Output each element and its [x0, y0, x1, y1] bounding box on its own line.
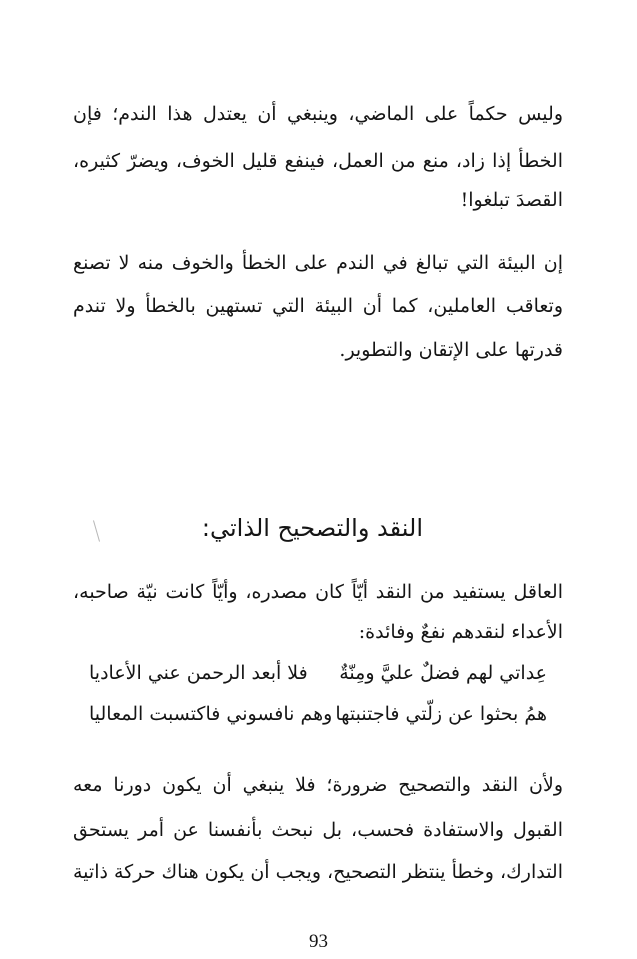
- paragraph-4-line-1: ولأن النقد والتصحيح ضرورة؛ فلا ينبغي أن يكون دورنا معه: [73, 774, 563, 796]
- paragraph-4-line-2: القبول والاستفادة فحسب، بل نبحث بأنفسنا عن أمر يستحق: [73, 819, 563, 841]
- paragraph-4-line-3: التدارك، وخطأ ينتظر التصحيح، ويجب أن يكون هناك حركة ذاتية: [73, 861, 563, 883]
- poem-verse-1-second-hemistich: فلا أبعد الرحمن عني الأعاديا: [89, 662, 308, 684]
- paragraph-1-line-3: القصدَ تبلغوا!: [460, 189, 563, 211]
- paragraph-2-line-1: إن البيئة التي تبالغ في الندم على الخطأ والخوف منه لا تصنع: [73, 252, 563, 274]
- paragraph-2-line-3: قدرتها على الإتقان والتطوير.: [339, 339, 563, 361]
- paragraph-1-line-2: الخطأ إذا زاد، منع من العمل، فينفع قليل الخوف، ويضرّ كثيره،: [73, 150, 563, 172]
- paragraph-3-line-1: العاقل يستفيد من النقد أيّاً كان مصدره، وأيّاً كانت نيّة صاحبه،: [73, 581, 563, 603]
- poem-verse-2: [89, 699, 547, 729]
- poem-verse-1: [89, 658, 547, 688]
- poem-verse-2-second-hemistich: وهم نافسوني فاكتسبت المعاليا: [89, 703, 333, 725]
- poem-verse-1-first-hemistich: عِداتي لهم فضلٌ عليَّ ومِنّةٌ: [339, 662, 547, 684]
- paragraph-3-line-2: الأعداء لنقدهم نفعٌ وفائدة:: [358, 621, 563, 643]
- poem-verse-2-first-hemistich: همُ بحثوا عن زلّتي فاجتنبتها: [335, 703, 547, 725]
- page-number: 93: [309, 931, 328, 952]
- paragraph-1-line-1: وليس حكماً على الماضي، وينبغي أن يعتدل هذا الندم؛ فإن: [73, 103, 563, 125]
- section-heading: النقد والتصحيح الذاتي:: [201, 514, 423, 542]
- stray-pen-mark: [93, 520, 100, 541]
- paragraph-2-line-2: وتعاقب العاملين، كما أن البيئة التي تستهين بالخطأ ولا تندم: [73, 295, 563, 317]
